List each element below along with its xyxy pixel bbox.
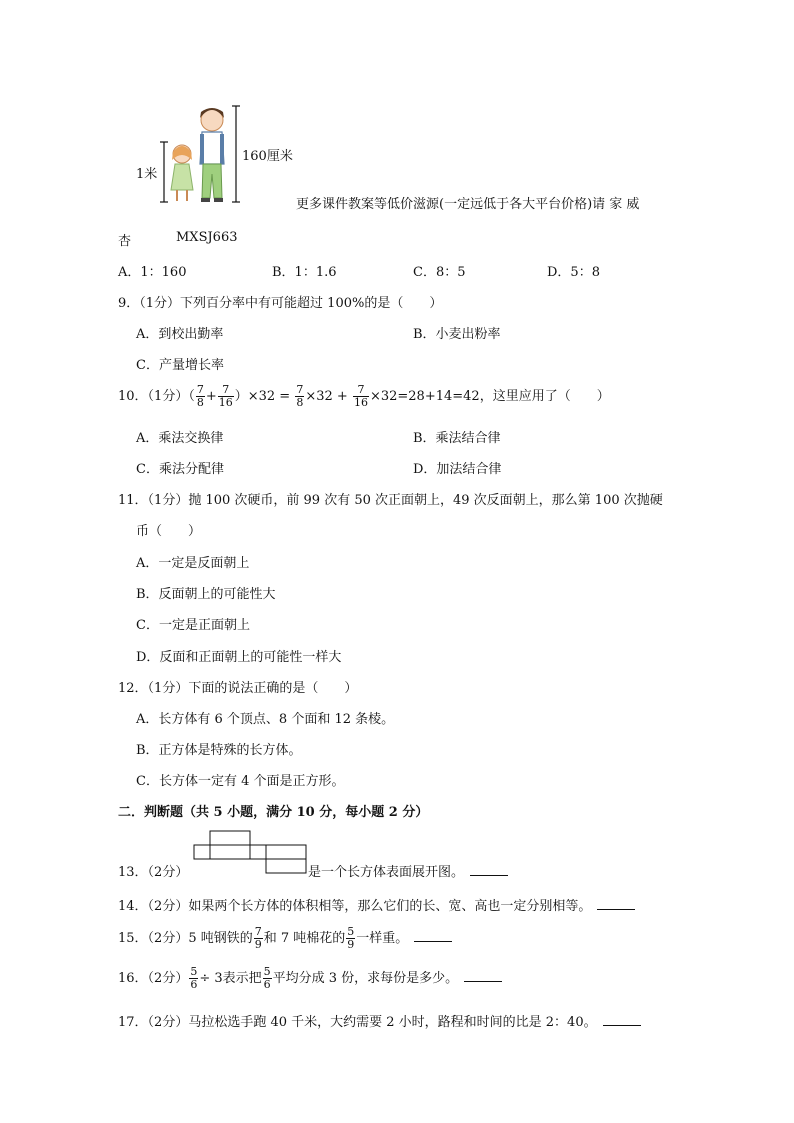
- q11-stem-cont: 币（ ）: [136, 524, 202, 539]
- q10-option-c: C．乘法分配律: [136, 462, 224, 477]
- q10-mid1: ）×32 =: [234, 389, 291, 404]
- q14-answer-blank[interactable]: [597, 897, 635, 910]
- promo-code: MXSJ663: [176, 230, 238, 245]
- q16-frac-1: $\frac{5}{6}$: [190, 965, 198, 991]
- q11-option-b: B．反面朝上的可能性大: [136, 587, 276, 602]
- q16-answer-blank[interactable]: [464, 969, 502, 982]
- q17-stem: 17．（2分）马拉松选手跑 40 千米，大约需要 2 小时，路程和时间的比是 2：40。: [118, 1011, 641, 1030]
- promo-text: 更多课件教案等低价滋源(一定远低于各大平台价格)请 家 威: [296, 197, 640, 212]
- q16-frac-2: $\frac{5}{6}$: [263, 965, 271, 991]
- q12-option-c: C．长方体一定有 4 个面是正方形。: [136, 774, 345, 789]
- q15-frac-2: $\frac{5}{9}$: [347, 925, 355, 951]
- q10-frac-1: $\frac{7}{8}$: [196, 383, 204, 409]
- q10-post: ×32=28+14=42，这里应用了（ ）: [369, 389, 610, 404]
- q11-option-d: D．反面和正面朝上的可能性一样大: [136, 650, 342, 665]
- q11-option-c: C．一定是正面朝上: [136, 618, 250, 633]
- q8-option-a: A．1：160: [118, 265, 187, 280]
- girl-illustration: [171, 145, 193, 201]
- q10-pre: 10．（1分）（: [118, 389, 195, 404]
- q10-mid2: ×32 +: [305, 389, 348, 404]
- q14-stem: 14．（2分）如果两个长方体的体积相等，那么它们的长、宽、高也一定分别相等。: [118, 895, 635, 914]
- q17-answer-blank[interactable]: [603, 1013, 641, 1026]
- q13-post: 是一个长方体表面展开图。: [308, 861, 508, 880]
- q10-plus: +: [205, 389, 217, 404]
- q8-option-c: C．8：5: [413, 265, 466, 280]
- q12-option-a: A．长方体有 6 个顶点、8 个面和 12 条棱。: [136, 712, 395, 727]
- label-1m: 1米: [136, 167, 158, 182]
- q8-option-b: B．1：1.6: [272, 265, 337, 280]
- q15-frac-1: $\frac{7}{9}$: [254, 925, 262, 951]
- q9-option-b: B．小麦出粉率: [413, 327, 501, 342]
- q13-answer-blank[interactable]: [470, 863, 508, 876]
- boy-illustration: [200, 108, 224, 202]
- q10-option-d: D．加法结合律: [413, 462, 502, 477]
- q15-stem: 15．（2分）5 吨钢铁的 $\frac{7}{9}$ 和 7 吨棉花的 $\frac{5}{9}$ 一样重。: [118, 926, 452, 951]
- q10-option-a: A．乘法交换律: [136, 431, 224, 446]
- q16-stem: 16．（2分） $\frac{5}{6}$ ÷ 3表示把 $\frac{5}{6}$ 平均分成 3 份，求每份是多少。: [118, 966, 502, 991]
- label-160cm: 160厘米: [242, 149, 293, 164]
- q9-stem: 9．（1分）下列百分率中有可能超过 100%的是（ ）: [118, 296, 443, 311]
- q10-frac-4: $\frac{7}{16}$: [353, 383, 368, 409]
- q8-option-d: D．5：8: [547, 265, 600, 280]
- q11-option-a: A．一定是反面朝上: [136, 556, 250, 571]
- q10-frac-2: $\frac{7}{16}$: [218, 383, 233, 409]
- q15-answer-blank[interactable]: [414, 929, 452, 942]
- q10-option-b: B．乘法结合律: [413, 431, 501, 446]
- q12-option-b: B．正方体是特殊的长方体。: [136, 743, 302, 758]
- promo-cont: 杏: [118, 234, 132, 249]
- q9-option-a: A．到校出勤率: [136, 327, 224, 342]
- q9-option-c: C．产量增长率: [136, 358, 224, 373]
- q10-stem: [118, 384, 610, 409]
- cuboid-net-figure: [193, 830, 309, 876]
- q11-stem: 11．（1分）抛 100 次硬币，前 99 次有 50 次正面朝上，49 次反面朝上，那么第 100 次抛硬: [118, 493, 663, 508]
- section-2-title: 二．判断题（共 5 小题，满分 10 分，每小题 2 分）: [118, 805, 429, 820]
- q12-stem: 12．（1分）下面的说法正确的是（ ）: [118, 681, 358, 696]
- q13-pre: 13．（2分）: [118, 865, 189, 880]
- q10-frac-3: $\frac{7}{8}$: [296, 383, 304, 409]
